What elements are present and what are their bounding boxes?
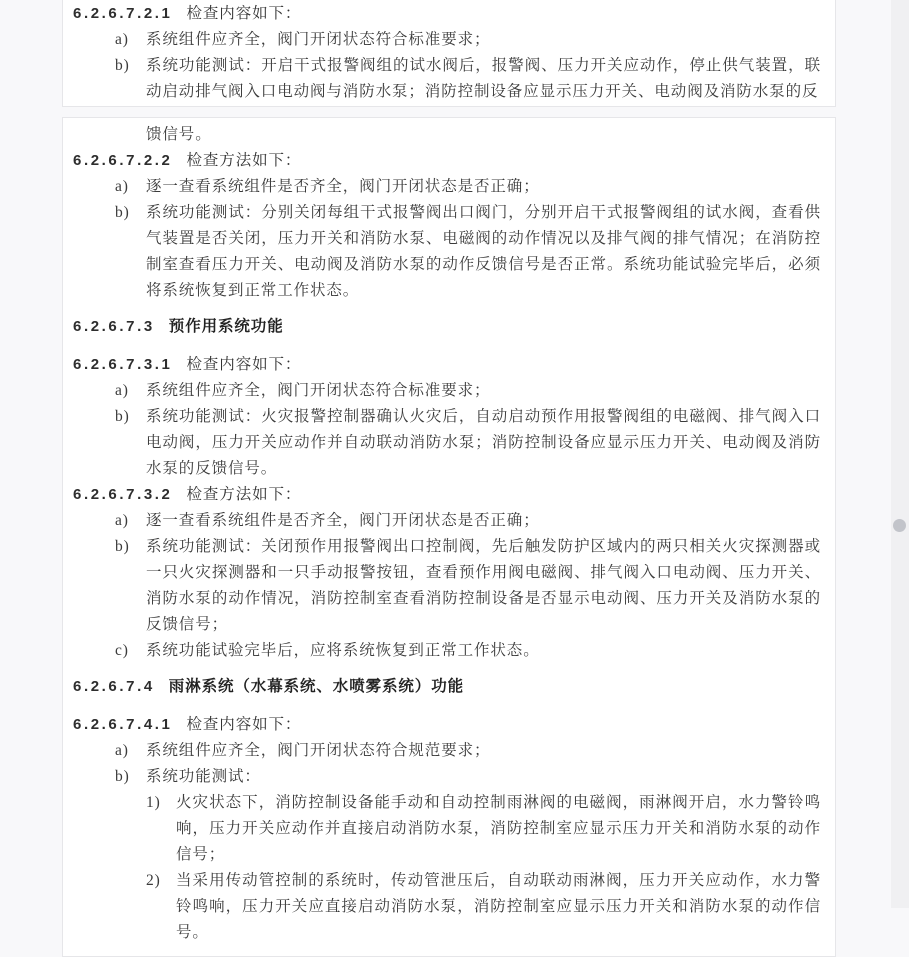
list-marker: b) [115,768,130,785]
bold-section-heading [73,674,821,700]
list-text: 系统功能测试：分别关闭每组干式报警阀出口阀门，分别开启干式报警阀组的试水阀，查看供气装置是否关闭，压力开关和消防水泵、电磁阀的动作情况以及排气阀的排气情况；在消防控制室查看压力开关、电动阀及消防水泵的动作反馈信号是否正常。系统功能试验完毕后，必须将系统恢复到正常工作状态。 [146,204,821,299]
list-item [115,638,821,664]
list-text: 系统功能测试：火灾报警控制器确认火灾后，自动启动预作用报警阀组的电磁阀、排气阀入口电动阀，压力开关应动作并自动联动消防水泵；消防控制设备应显示压力开关、电动阀及消防水泵的反馈信号。 [146,408,821,477]
list-text: 系统功能测试：开启干式报警阀组的试水阀后，报警阀、压力开关应动作，停止供气装置，联动启动排气阀入口电动阀与消防水泵；消防控制设备应显示压力开关、电动阀及消防水泵的反 [146,57,821,100]
section-number: 6.2.6.7.3.1 [73,356,173,373]
list-item [115,764,821,790]
section-number: 6.2.6.7.2.2 [73,152,173,169]
list-item [115,508,821,534]
list-marker: b) [115,57,130,74]
section-title: 雨淋系统（水幕系统、水喷雾系统）功能 [168,678,464,695]
list-text: 系统组件应齐全，阀门开闭状态符合规范要求； [146,742,491,759]
section-heading [73,352,821,378]
page-previous-fragment [62,0,836,107]
section-heading [73,712,821,738]
sub-list-item [146,790,821,868]
section-heading [73,1,821,27]
list-item [115,534,821,638]
list-text: 系统组件应齐全，阀门开闭状态符合标准要求； [146,31,491,48]
list-marker: b) [115,204,130,221]
list-item [115,738,821,764]
list-marker: b) [115,538,130,555]
section-number: 6.2.6.7.4 [73,678,155,695]
page-current [62,117,836,957]
scrollbar-track[interactable] [891,0,909,908]
list-text: 系统功能测试：关闭预作用报警阀出口控制阀，先后触发防护区域内的两只相关火灾探测器或一只火灾探测器和一只手动报警按钮，查看预作用阀电磁阀、排气阀入口电动阀、压力开关、消防水泵的动作情况，消防控制室查看消防控制设备是否显示电动阀、压力开关及消防水泵的反馈信号； [146,538,821,633]
list-marker: b) [115,408,130,425]
section-title: 检查内容如下： [186,356,302,373]
section-heading [73,482,821,508]
section-title: 检查方法如下： [186,486,302,503]
list-item [115,53,821,105]
list-marker: a) [115,512,129,529]
section-title: 预作用系统功能 [168,318,284,335]
list-item [115,404,821,482]
list-item [115,27,821,53]
list-item [115,200,821,304]
bold-section-heading [73,314,821,340]
sub-list-marker: 1) [146,794,161,811]
sub-list-text: 当采用传动管控制的系统时，传动管泄压后，自动联动雨淋阀，压力开关应动作，水力警铃鸣响，压力开关应直接启动消防水泵，消防控制室应显示压力开关和消防水泵的动作信号。 [176,872,821,941]
list-item [115,378,821,404]
section-title: 检查方法如下： [186,152,302,169]
list-marker: c) [115,642,129,659]
list-text: 逐一查看系统组件是否齐全，阀门开闭状态是否正确； [146,178,540,195]
list-marker: a) [115,178,129,195]
paragraph-continuation: 馈信号。 [146,126,212,143]
scrollbar-thumb[interactable] [893,519,906,532]
section-number: 6.2.6.7.3.2 [73,486,173,503]
section-number: 6.2.6.7.4.1 [73,716,173,733]
section-heading [73,148,821,174]
list-text: 系统组件应齐全，阀门开闭状态符合标准要求； [146,382,491,399]
list-text: 系统功能测试： [146,768,261,785]
list-marker: a) [115,31,129,48]
section-title: 检查内容如下： [186,5,302,22]
list-marker: a) [115,742,129,759]
section-number: 6.2.6.7.3 [73,318,155,335]
list-text: 逐一查看系统组件是否齐全，阀门开闭状态是否正确； [146,512,540,529]
list-text: 系统功能试验完毕后，应将系统恢复到正常工作状态。 [146,642,540,659]
sub-list-item [146,868,821,946]
list-item [115,174,821,200]
section-title: 检查内容如下： [186,716,302,733]
sub-list-text: 火灾状态下，消防控制设备能手动和自动控制雨淋阀的电磁阀，雨淋阀开启，水力警铃鸣响，压力开关应动作并直接启动消防水泵，消防控制室应显示压力开关和消防水泵的动作信号； [176,794,821,863]
section-number: 6.2.6.7.2.1 [73,5,173,22]
list-marker: a) [115,382,129,399]
sub-list-marker: 2) [146,872,161,889]
